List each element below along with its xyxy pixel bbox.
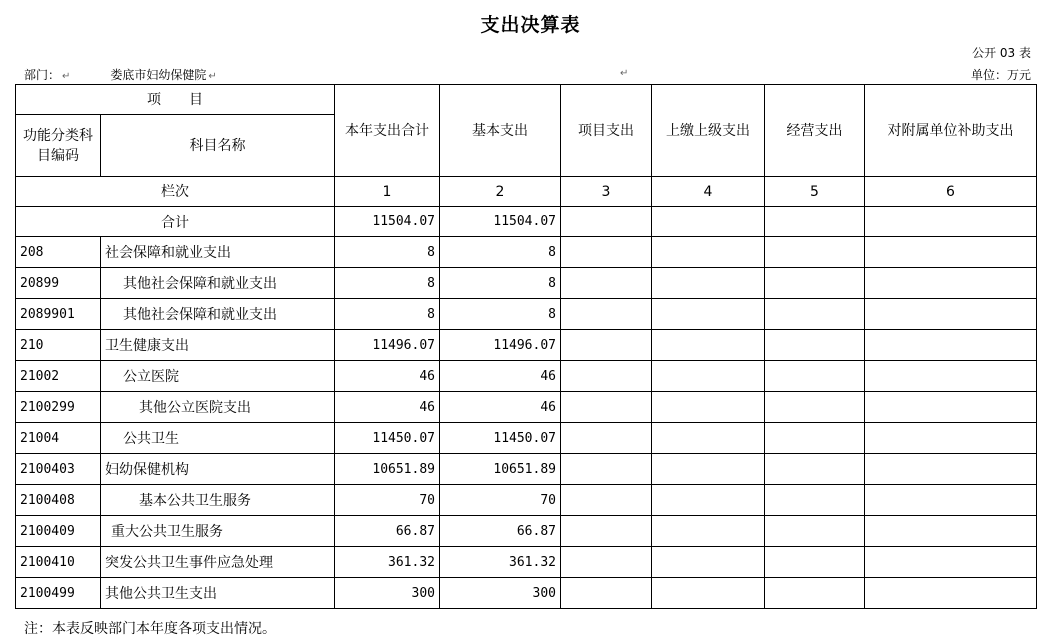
row-total: 300 [335, 578, 440, 609]
col-num: 1 [335, 177, 440, 207]
row-total: 11496.07 [335, 330, 440, 361]
row-name: 卫生健康支出 [101, 330, 335, 361]
row-name: 基本公共卫生服务 [101, 485, 335, 516]
row-code: 2100408 [16, 485, 101, 516]
row-basic: 46 [440, 361, 561, 392]
header-total: 本年支出合计 [335, 85, 440, 177]
row-code: 2089901 [16, 299, 101, 330]
row-code: 20899 [16, 268, 101, 299]
table-row [16, 547, 1037, 578]
total-label: 合计 [16, 207, 335, 237]
table-row [16, 516, 1037, 547]
row-total: 46 [335, 361, 440, 392]
row-code: 2100409 [16, 516, 101, 547]
paragraph-mark-icon: ↵ [62, 71, 71, 82]
form-number: 公开 03 表 [972, 46, 1031, 60]
row-name: 其他公立医院支出 [101, 392, 335, 423]
row-basic: 300 [440, 578, 561, 609]
table-row [16, 299, 1037, 330]
table-row [16, 237, 1037, 268]
department-label: 部门： [24, 68, 61, 82]
header-subject-name: 科目名称 [101, 115, 335, 177]
table-row [16, 578, 1037, 609]
row-basic: 10651.89 [440, 454, 561, 485]
table-row [16, 268, 1037, 299]
row-basic: 11496.07 [440, 330, 561, 361]
footnote: 注：本表反映部门本年度各项支出情况。 [24, 621, 276, 637]
header-func-code: 功能分类科目编码 [16, 115, 101, 177]
row-basic: 66.87 [440, 516, 561, 547]
col-num: 2 [440, 177, 561, 207]
row-basic: 8 [440, 237, 561, 268]
row-code: 208 [16, 237, 101, 268]
table-row [16, 423, 1037, 454]
row-basic: 46 [440, 392, 561, 423]
header-item: 项 目 [16, 85, 335, 115]
col-num: 4 [652, 177, 765, 207]
row-total: 11450.07 [335, 423, 440, 454]
paragraph-mark-icon: ↵ [208, 71, 217, 82]
row-code: 21002 [16, 361, 101, 392]
row-basic: 8 [440, 299, 561, 330]
row-code: 2100299 [16, 392, 101, 423]
row-total: 66.87 [335, 516, 440, 547]
row-total: 8 [335, 237, 440, 268]
row-code: 210 [16, 330, 101, 361]
department-line [24, 66, 217, 83]
row-code: 2100410 [16, 547, 101, 578]
row-basic: 8 [440, 268, 561, 299]
header-project: 项目支出 [561, 85, 652, 177]
row-name: 公共卫生 [101, 423, 335, 454]
table-row [16, 392, 1037, 423]
paragraph-mark-icon: ↵ [620, 68, 629, 79]
table-row [16, 361, 1037, 392]
row-code: 2100499 [16, 578, 101, 609]
row-name: 妇幼保健机构 [101, 454, 335, 485]
table-row [16, 454, 1037, 485]
row-total: 46 [335, 392, 440, 423]
row-name: 重大公共卫生服务 [101, 516, 335, 547]
header-business: 经营支出 [765, 85, 865, 177]
row-name: 社会保障和就业支出 [101, 237, 335, 268]
row-basic: 70 [440, 485, 561, 516]
table-row [16, 330, 1037, 361]
department-name: 娄底市妇幼保健院 [110, 68, 207, 82]
col-num: 6 [865, 177, 1037, 207]
row-name: 其他公共卫生支出 [101, 578, 335, 609]
row-total: 8 [335, 268, 440, 299]
total-row [16, 207, 1037, 237]
row-code: 2100403 [16, 454, 101, 485]
row-total: 70 [335, 485, 440, 516]
total-basic: 11504.07 [440, 207, 561, 237]
table-row [16, 485, 1037, 516]
col-num: 5 [765, 177, 865, 207]
header-basic: 基本支出 [440, 85, 561, 177]
row-code: 21004 [16, 423, 101, 454]
col-num: 3 [561, 177, 652, 207]
expenditure-table [15, 84, 1037, 609]
row-total: 10651.89 [335, 454, 440, 485]
header-subsidiary: 对附属单位补助支出 [865, 85, 1037, 177]
total-value: 11504.07 [335, 207, 440, 237]
row-total: 361.32 [335, 547, 440, 578]
header-column-label: 栏次 [16, 177, 335, 207]
row-name: 突发公共卫生事件应急处理 [101, 547, 335, 578]
header-upper: 上缴上级支出 [652, 85, 765, 177]
row-basic: 361.32 [440, 547, 561, 578]
unit-label: 单位：万元 [970, 68, 1031, 82]
row-name: 公立医院 [101, 361, 335, 392]
row-total: 8 [335, 299, 440, 330]
row-basic: 11450.07 [440, 423, 561, 454]
row-name: 其他社会保障和就业支出 [101, 268, 335, 299]
row-name: 其他社会保障和就业支出 [101, 299, 335, 330]
page-title: 支出决算表 [480, 14, 581, 36]
